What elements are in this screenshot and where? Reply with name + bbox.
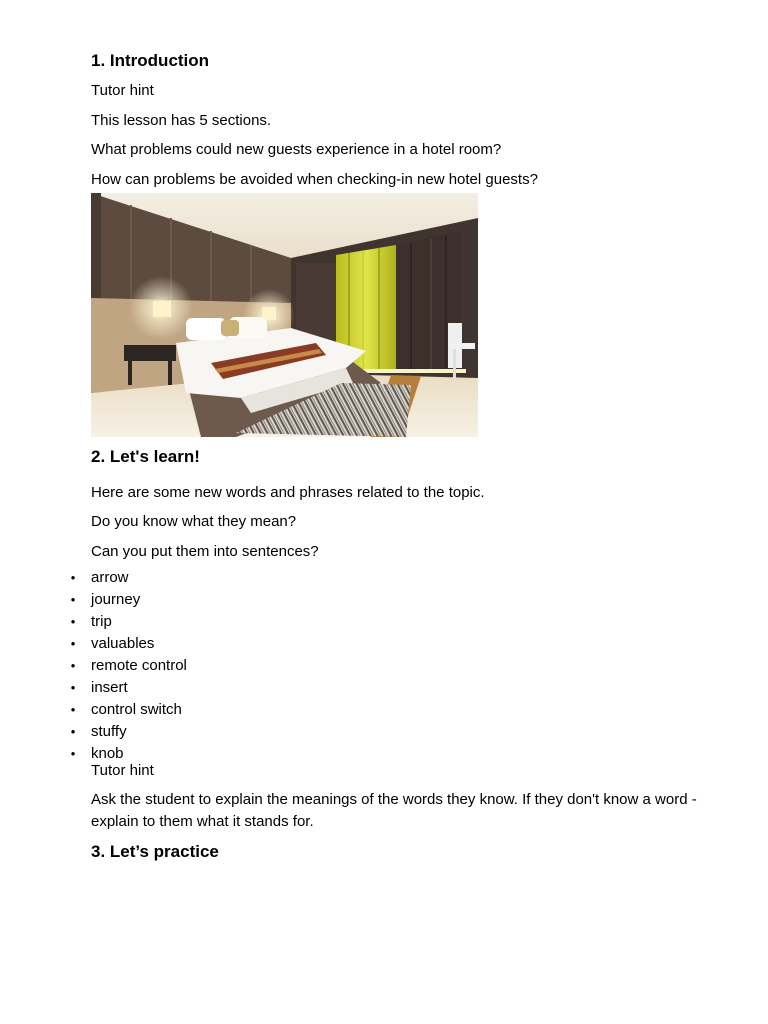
list-item xyxy=(70,677,716,699)
vocabulary-list xyxy=(70,567,716,765)
bullet-icon: • xyxy=(70,613,76,629)
vocab-word: knob xyxy=(91,744,124,762)
bullet-icon: • xyxy=(70,745,76,761)
tutor-hint-label: Tutor hint xyxy=(91,761,154,779)
vocab-word: valuables xyxy=(91,634,155,652)
learn-paragraph-1: Here are some new words and phrases related to the topic. xyxy=(91,483,485,501)
list-item xyxy=(70,721,716,743)
hotel-bedroom-photo xyxy=(91,193,478,437)
section-introduction xyxy=(91,50,716,437)
section-3-heading: 3. Let’s practice xyxy=(91,841,219,861)
bullet-icon: • xyxy=(70,657,76,673)
document-content xyxy=(70,50,716,863)
intro-paragraph-2: What problems could new guests experience in a hotel room? xyxy=(91,141,502,158)
bullet-icon: • xyxy=(70,701,76,717)
hotel-bedroom-illustration xyxy=(91,193,478,437)
list-item xyxy=(70,611,716,633)
tutor-hint-text: Ask the student to explain the meanings of the words they know. If they don't know a word - explain to them what it stands for. xyxy=(91,791,697,830)
section-1-heading: 1. Introduction xyxy=(91,51,210,70)
vocab-word: insert xyxy=(91,678,128,696)
bullet-icon: • xyxy=(70,569,76,585)
vocab-word: remote control xyxy=(91,656,187,674)
list-item xyxy=(70,699,716,721)
list-item xyxy=(70,589,716,611)
vocab-word: trip xyxy=(91,612,112,630)
bullet-icon: • xyxy=(70,635,76,651)
section-lets-practice xyxy=(91,841,716,863)
list-item xyxy=(70,655,716,677)
section-2-heading: 2. Let's learn! xyxy=(91,446,200,466)
vocab-word: journey xyxy=(91,590,141,608)
list-item xyxy=(70,743,716,765)
list-item xyxy=(70,633,716,655)
learn-paragraph-3: Can you put them into sentences? xyxy=(91,542,319,560)
list-item xyxy=(70,567,716,589)
vocab-word: stuffy xyxy=(91,722,127,740)
learn-paragraph-2: Do you know what they mean? xyxy=(91,513,297,530)
vocab-word: control switch xyxy=(91,700,182,718)
bullet-icon: • xyxy=(70,591,76,607)
bullet-icon: • xyxy=(70,679,76,695)
vocab-word: arrow xyxy=(91,568,129,586)
intro-paragraph-3: How can problems be avoided when checking-in new hotel guests? xyxy=(91,170,538,188)
bullet-icon: • xyxy=(70,723,76,739)
section-lets-learn xyxy=(70,446,716,834)
intro-paragraph-1: This lesson has 5 sections. xyxy=(91,111,272,129)
tutor-hint-label: Tutor hint xyxy=(91,82,154,99)
